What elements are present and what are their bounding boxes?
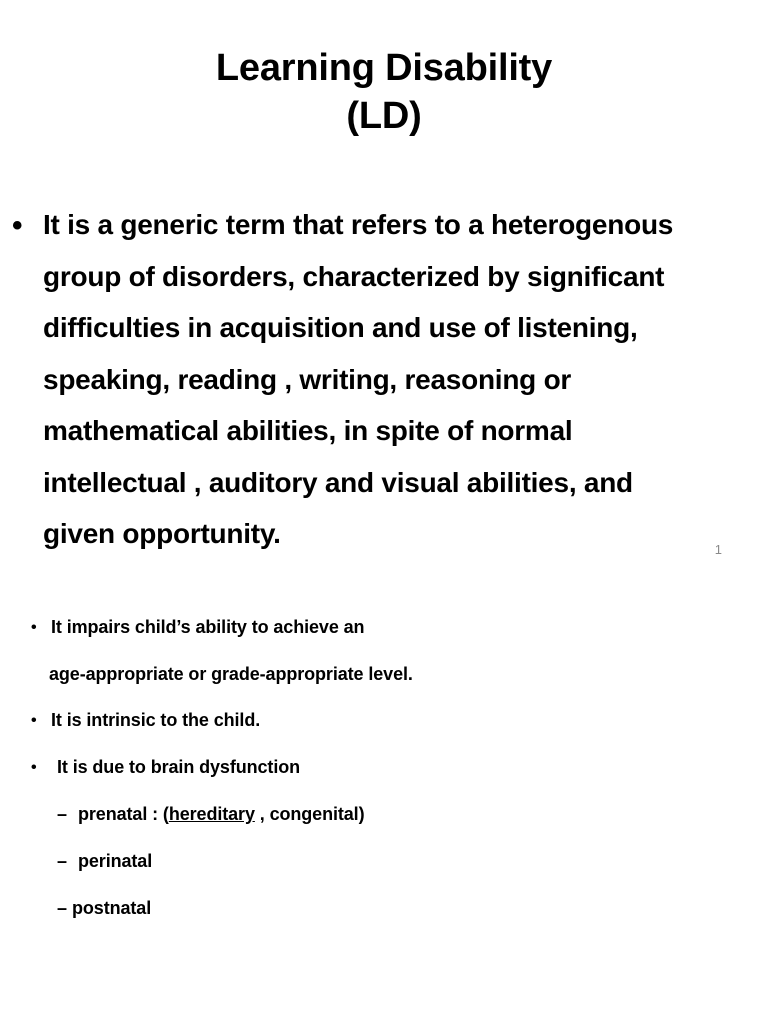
definition-line: group of disorders, characterized by significant bbox=[43, 260, 665, 292]
definition-line: speaking, reading , writing, reasoning or bbox=[43, 363, 572, 395]
dash-icon: – bbox=[57, 804, 68, 824]
bullet-impairs-line-2: age-appropriate or grade-appropriate level. bbox=[49, 664, 413, 684]
definition-line: mathematical abilities, in spite of normal bbox=[43, 415, 573, 446]
definition-line: difficulties in acquisition and use of listening, bbox=[43, 312, 638, 343]
bullet-icon: • bbox=[12, 209, 23, 242]
definition-line: intellectual , auditory and visual abilities, and bbox=[43, 466, 633, 498]
prenatal-suffix: , congenital) bbox=[254, 804, 365, 824]
definition-bullet bbox=[43, 199, 755, 560]
bullet-icon: • bbox=[31, 619, 37, 636]
slide-2 bbox=[0, 572, 768, 1024]
sub-item-postnatal: postnatal bbox=[72, 898, 152, 918]
sub-item-perinatal: perinatal bbox=[78, 851, 153, 871]
dash-icon: – bbox=[57, 851, 68, 871]
title-line-2: (LD) bbox=[346, 95, 422, 137]
bullet-impairs-line-1: It impairs child’s ability to achieve an bbox=[51, 617, 365, 637]
slide-number: 1 bbox=[714, 542, 722, 557]
bullet-intrinsic: It is intrinsic to the child. bbox=[51, 710, 261, 730]
bullet-icon: • bbox=[31, 759, 37, 776]
sub-item-prenatal bbox=[78, 803, 364, 825]
bullet-icon: • bbox=[31, 712, 37, 729]
definition-line: It is a generic term that refers to a heterogenous bbox=[43, 209, 674, 240]
title-line-1: Learning Disability bbox=[215, 47, 553, 89]
dash-icon: – bbox=[57, 898, 68, 918]
slide-title bbox=[0, 44, 768, 140]
definition-line: given opportunity. bbox=[43, 518, 281, 549]
hereditary-underlined: hereditary bbox=[168, 804, 255, 824]
prenatal-prefix: prenatal : ( bbox=[78, 804, 169, 824]
bullet-brain-dysfunction: It is due to brain dysfunction bbox=[57, 757, 301, 777]
